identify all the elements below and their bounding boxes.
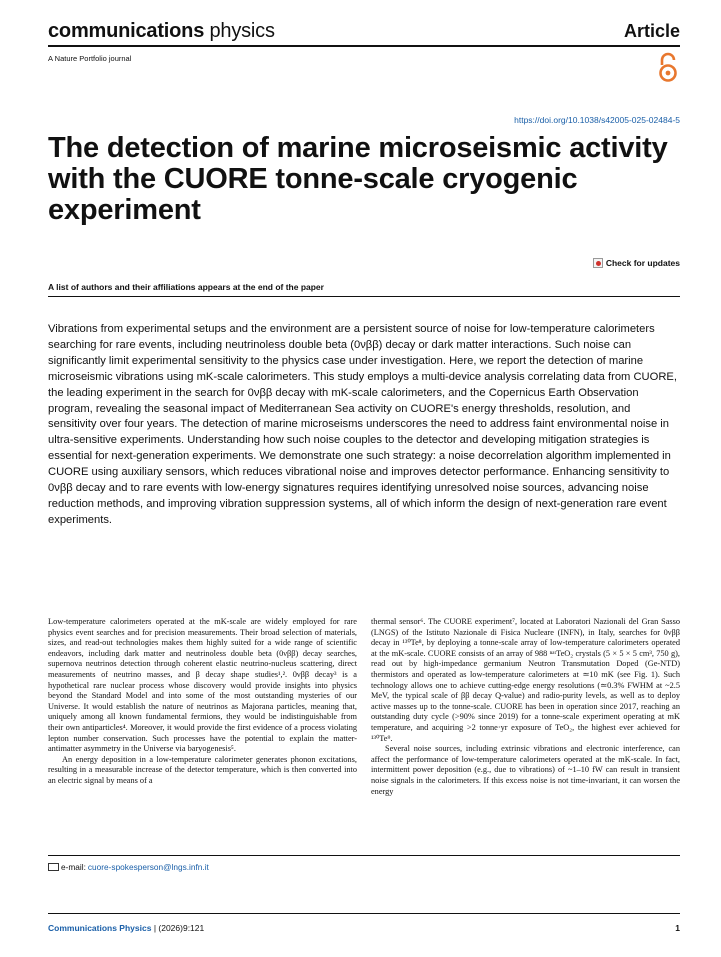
footer-citation <box>48 923 204 933</box>
footnote-rule <box>48 855 680 856</box>
page-number: 1 <box>675 923 680 933</box>
email-label: e-mail: <box>61 862 86 872</box>
email-link[interactable]: cuore-spokesperson@lngs.infn.it <box>87 862 209 872</box>
mail-icon <box>48 863 59 871</box>
check-updates-icon <box>593 258 603 268</box>
authors-note: A list of authors and their affiliations appears at the end of the paper <box>48 282 324 292</box>
doi-link[interactable]: https://doi.org/10.1038/s42005-025-02484-5 <box>514 115 680 125</box>
body-paragraph: Several noise sources, including extrinsic vibrations and electronic interference, can affect the performance of low-temperature calorimeters operated at the mK-scale. In fact, intermittent power deposition (e.g., due to vibrations) of ~1–10 fW can result in transient noise signals in the calorimeters. If this excess noise is not time-invariant, it can worsen the energy <box>371 744 680 796</box>
journal-name-bold: communications <box>48 20 205 42</box>
article-title: The detection of marine microseismic activity with the CUORE tonne-scale cryogenic experiment <box>48 132 668 226</box>
article-type: Article <box>623 21 680 41</box>
footer-rule <box>48 913 680 914</box>
check-updates-label: Check for updates <box>605 258 680 268</box>
body-column-right <box>371 617 680 797</box>
journal-tagline: A Nature Portfolio journal <box>48 54 132 63</box>
journal-name[interactable] <box>48 20 275 42</box>
body-column-left <box>48 617 357 787</box>
footer-journal-link[interactable]: Communications Physics <box>48 923 152 933</box>
correspondence <box>48 862 209 872</box>
body-paragraph: Low-temperature calorimeters operated at the mK-scale are widely employed for rare physics event searches and for precision measurements. Their broad selection of materials, sizes, and read-out technologies makes them highly suited for a wide range of scientific endeavors, including dark matter and neutrinoless double beta (0νββ) decay searches, supernova neutrinos detection through coherent elastic neutrino-nucleus scattering, direct measurements of neutrino masses, and β decay shape studies¹,². 0νββ decay³ is a hypothetical rare nuclear process whose discovery would provide insights into physics beyond the Standard Model and into some of the most outstanding mysteries of our Universe. It would establish the nature of neutrinos as Majorana particles, meaning that, uniquely among all known fundamental fermions, they would be indistinguishable from their own antiparticles⁴. Moreover, it would provide the first evidence of a process violating lepton number conservation. Such processes have the potential to explain the matter-antimatter asymmetry in the Universe via baryogenesis⁵. <box>48 617 357 754</box>
footer-volume: | (2026)9:121 <box>153 923 205 933</box>
header-rule <box>48 45 680 47</box>
body-paragraph: An energy deposition in a low-temperature calorimeter generates phonon excitations, resulting in a measurable increase of the detector temperature, which is then converted into an electric signal by means of a <box>48 754 357 785</box>
journal-name-light: physics <box>209 20 275 42</box>
open-access-icon[interactable] <box>657 52 679 84</box>
check-for-updates-button[interactable] <box>593 258 680 268</box>
abstract: Vibrations from experimental setups and the environment are a persistent source of noise for low-temperature calorimeters searching for rare events, including neutrinoless double beta (0νββ) decay or dark matter interactions. Such noise can significantly limit experimental sensitivity to the physics case under investigation. Here, we report the detection of marine microseismic vibrations using mK-scale calorimeters. This study employs a multi-device analysis correlating data from CUORE, the leading experiment in the search for 0νββ decay with mK-scale calorimeters, and the Copernicus Earth Observation program, revealing the seasonal impact of Mediterranean Sea activity on CUORE's energy thresholds, resolution, and sensitivity over four years. The detection of marine microseisms underscores the need to address faint environmental noise in ultra-sensitive experiments. Understanding how such noise couples to the detector and developing mitigation strategies is essential for next-generation experiments. We demonstrate one such strategy: a noise decorrelation algorithm implemented in CUORE using auxiliary sensors, which reduces vibrational noise and improves detector performance. Enhancing sensitivity to 0νββ decay and to rare events with low-energy signatures requires identifying unresolved noise sources, advancing noise reduction methods, and improving vibration suppression systems, all of which inform the design of next-generation rare event experiments. <box>48 323 677 526</box>
body-paragraph: thermal sensor⁶. The CUORE experiment⁷, located at Laboratori Nazionali del Gran Sasso (LNGS) of the Istituto Nazionale di Fisica Nucleare (INFN), in Italy, searches for 0νββ decay in ¹³⁰Te⁸, by deploying a tonne-scale array of low-temperature calorimeters operated at the mK-scale. CUORE consists of an array of 988 ⁿᵃᵗTeO₂ crystals (5 × 5 × 5 cm³, 750 g), read out by high-impedance germanium Neutron Transmutation Doped (Ge-NTD) thermistors and operated as low-temperature calorimeters at ≃10 mK (see Fig. 1). Such technology allows one to achieve cutting-edge energy resolutions (≃0.3% FWHM at ~2.5 MeV, the typical scale of ββ decay Q-value) and radio-purity levels, as well as to deploy active masses up to the tonne-scale. CUORE has been in operation since 2017, reaching an outstanding duty cycle (>90% since 2019) for a tonne-scale experiment operating at mK temperature, and acquiring >2 tonne·yr exposure of TeO₂, the highest ever achieved for ¹³⁰Te⁹. <box>371 617 680 743</box>
section-rule <box>48 296 680 297</box>
journal-header <box>48 20 680 42</box>
